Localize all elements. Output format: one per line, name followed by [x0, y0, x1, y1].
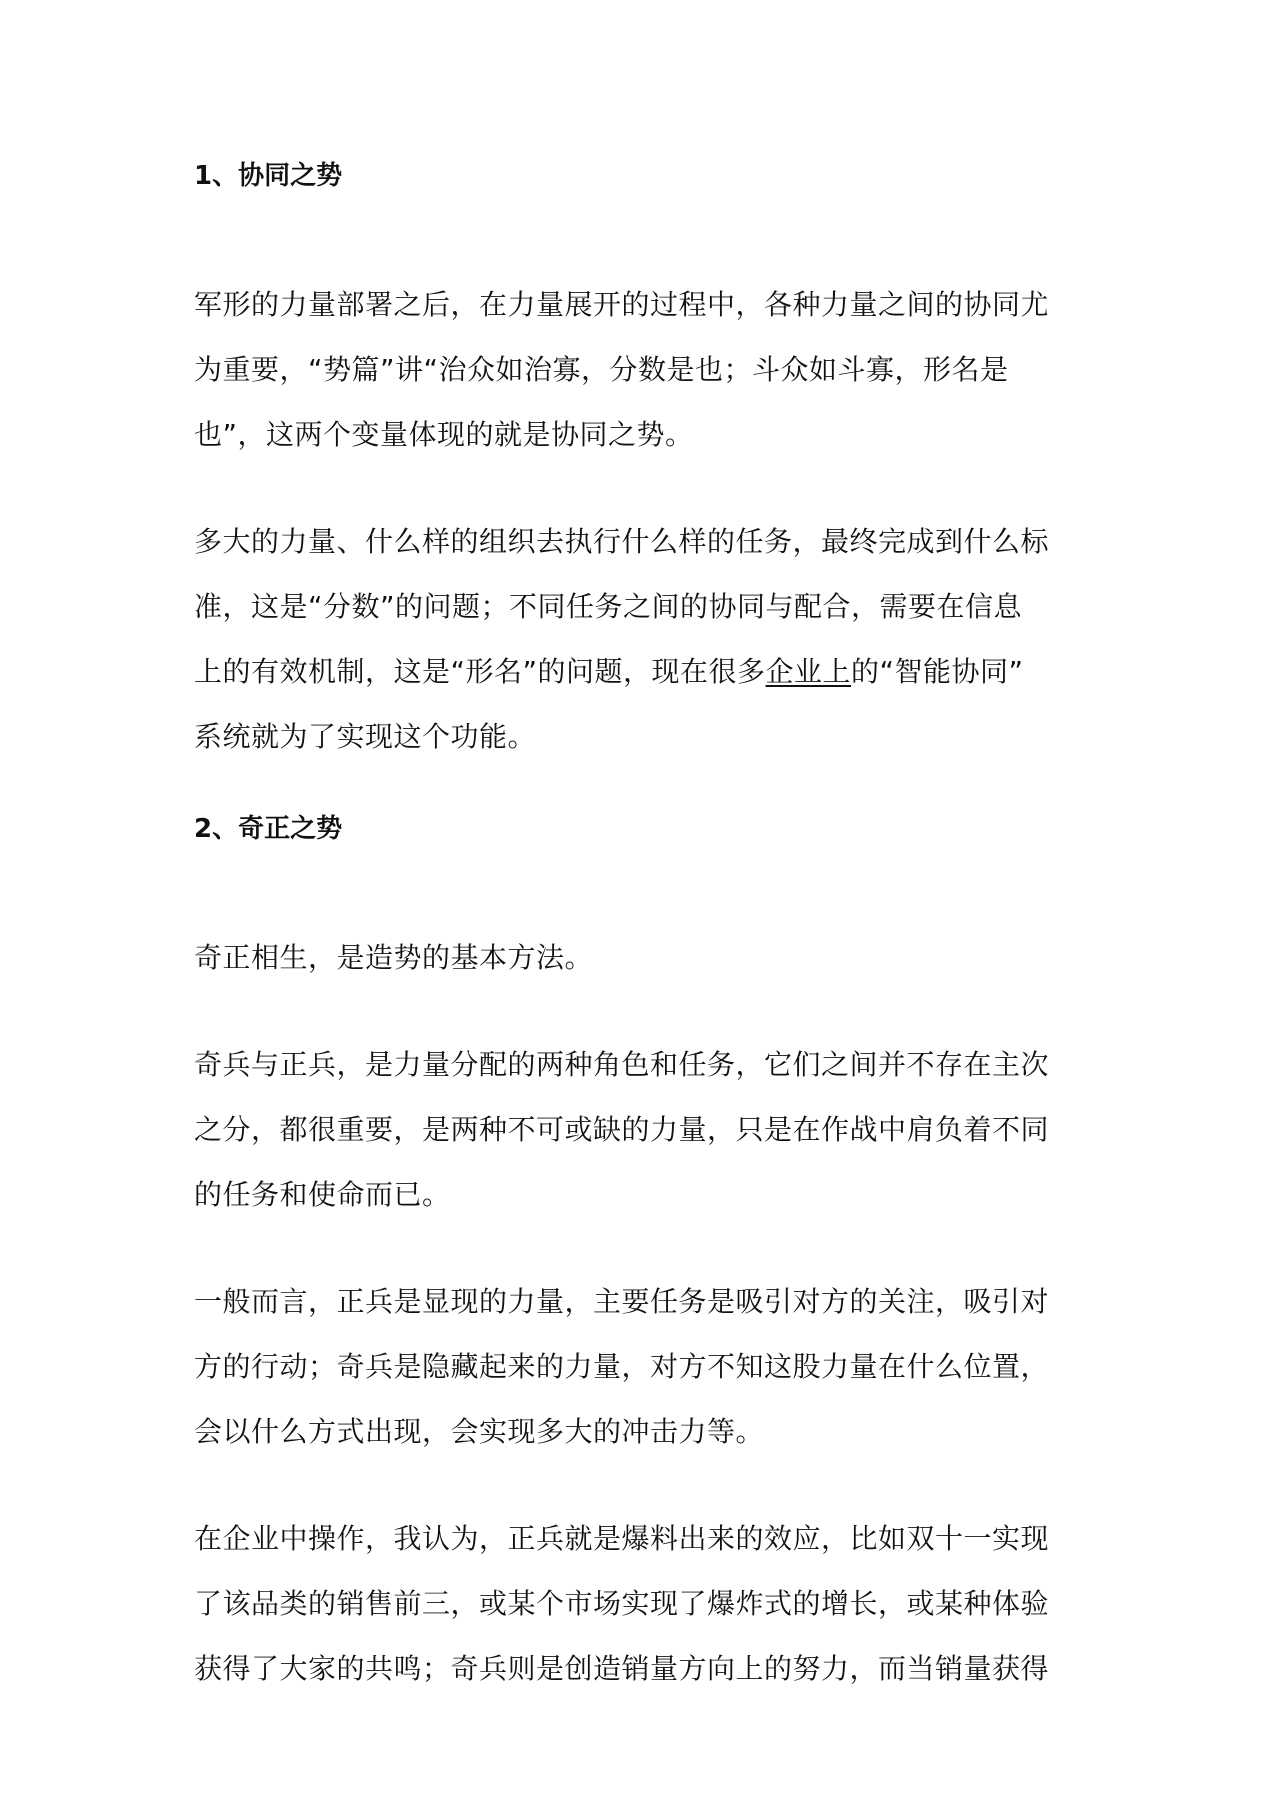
text-line: 军形的力量部署之后，在力量展开的过程中，各种力量之间的协同尤	[194, 288, 1050, 321]
text-line: 之分，都很重要，是两种不可或缺的力量，只是在作战中肩负着不同	[194, 1113, 1050, 1146]
underlined-link[interactable]: 企业上	[765, 655, 852, 688]
text-line: 为重要，“势篇”讲“治众如治寡，分数是也；斗众如斗寡，形名是	[194, 353, 1009, 386]
text-line: 在企业中操作，我认为，正兵就是爆料出来的效应，比如双十一实现	[194, 1522, 1050, 1555]
paragraph	[194, 1269, 1109, 1464]
text-line: 一般而言，正兵是显现的力量，主要任务是吸引对方的关注，吸引对	[194, 1285, 1050, 1318]
paragraph	[194, 1032, 1109, 1227]
text-line: 也”，这两个变量体现的就是协同之势。	[194, 418, 694, 451]
text-line: 获得了大家的共鸣；奇兵则是创造销量方向上的努力，而当销量获得	[194, 1652, 1050, 1685]
paragraph	[194, 272, 1109, 467]
text-line: 方的行动；奇兵是隐藏起来的力量，对方不知这股力量在什么位置，	[194, 1350, 1050, 1383]
text-line: 准，这是“分数”的问题；不同任务之间的协同与配合，需要在信息	[194, 590, 1023, 623]
text-line: 了该品类的销售前三，或某个市场实现了爆炸式的增长，或某种体验	[194, 1587, 1050, 1620]
section-heading-2: 2、奇正之势	[194, 814, 343, 844]
paragraph	[194, 925, 1109, 990]
text-line: 会以什么方式出现，会实现多大的冲击力等。	[194, 1415, 765, 1448]
paragraph	[194, 1506, 1109, 1701]
text-line: 多大的力量、什么样的组织去执行什么样的任务，最终完成到什么标	[194, 525, 1050, 558]
text-segment: 的“智能协同”	[851, 655, 1024, 688]
paragraph	[194, 509, 1109, 769]
text-line: 系统就为了实现这个功能。	[194, 720, 537, 753]
section-heading-1: 1、协同之势	[194, 161, 343, 191]
text-line: 奇正相生，是造势的基本方法。	[194, 941, 594, 974]
document-body	[194, 158, 1109, 1743]
text-line	[194, 639, 1109, 704]
text-line: 的任务和使命而已。	[194, 1178, 451, 1211]
text-line: 奇兵与正兵，是力量分配的两种角色和任务，它们之间并不存在主次	[194, 1048, 1050, 1081]
text-segment: 上的有效机制，这是“形名”的问题，现在很多	[194, 655, 766, 688]
